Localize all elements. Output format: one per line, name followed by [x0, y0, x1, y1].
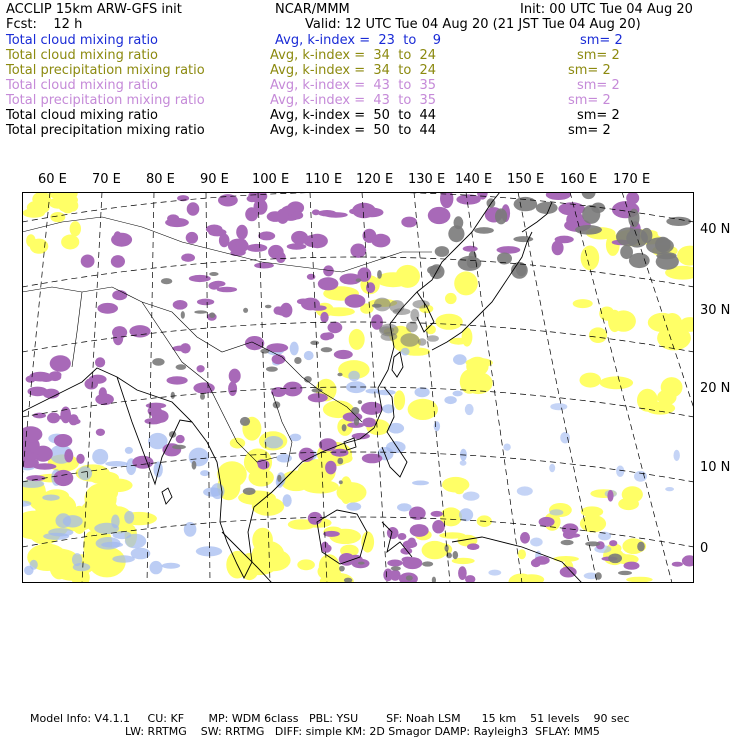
legend-row [6, 33, 736, 48]
legend-k-index: Avg, k-index = 43 to 35 [270, 78, 437, 93]
legend-k-index: Avg, k-index = 50 to 44 [270, 123, 437, 138]
legend-smoothing: sm= 2 [568, 63, 611, 78]
longitude-label: 110 E [305, 172, 343, 187]
legend-field: Total precipitation mixing ratio [6, 93, 205, 108]
organization: NCAR/MMM [275, 2, 350, 17]
legend-row [6, 48, 736, 63]
longitude-label: 160 E [560, 172, 598, 187]
valid-time: Valid: 12 UTC Tue 04 Aug 20 (21 JST Tue 04 Aug 20) [305, 17, 641, 32]
legend-row [6, 78, 736, 93]
legend-row [6, 123, 736, 138]
longitude-label: 70 E [92, 172, 121, 187]
plot-title: ACCLIP 15km ARW-GFS init [6, 2, 182, 17]
legend-row [6, 63, 736, 78]
latitude-label: 20 N [700, 381, 731, 396]
model-info-line1: Model Info: V4.1.1 CU: KF MP: WDM 6class PBL: YSU SF: Noah LSM 15 km 51 levels 90 sec [30, 712, 630, 725]
legend-field: Total cloud mixing ratio [6, 48, 159, 63]
longitude-label: 150 E [507, 172, 545, 187]
legend-smoothing: sm= 2 [577, 48, 620, 63]
latitude-label: 40 N [700, 222, 731, 237]
init-time: Init: 00 UTC Tue 04 Aug 20 [520, 2, 693, 17]
legend-k-index: Avg, k-index = 43 to 35 [270, 93, 437, 108]
legend-field: Total cloud mixing ratio [6, 108, 159, 123]
legend-k-index: Avg, k-index = 34 to 24 [270, 63, 437, 78]
longitude-label: 90 E [200, 172, 229, 187]
legend-smoothing: sm= 2 [568, 123, 611, 138]
legend-field: Total cloud mixing ratio [6, 33, 159, 48]
legend-row [6, 93, 736, 108]
longitude-label: 140 E [455, 172, 493, 187]
longitude-label: 120 E [356, 172, 394, 187]
latitude-label: 10 N [700, 460, 731, 475]
longitude-label: 130 E [408, 172, 446, 187]
legend-k-index: Avg, k-index = 50 to 44 [270, 108, 437, 123]
legend-field: Total precipitation mixing ratio [6, 63, 205, 78]
forecast-hour: Fcst: 12 h [6, 17, 83, 32]
legend-k-index: Avg, k-index = 23 to 9 [275, 33, 442, 48]
longitude-label: 100 E [252, 172, 290, 187]
longitude-label: 170 E [613, 172, 651, 187]
longitude-label: 80 E [146, 172, 175, 187]
latitude-label: 0 [700, 541, 709, 556]
legend-smoothing: sm= 2 [577, 108, 620, 123]
latitude-label: 30 N [700, 303, 731, 318]
model-info-line2: LW: RRTMG SW: RRTMG DIFF: simple KM: 2D Smagor DAMP: Rayleigh3 SFLAY: MM5 [125, 725, 600, 738]
legend-smoothing: sm= 2 [580, 33, 623, 48]
legend-row [6, 108, 736, 123]
longitude-label: 60 E [38, 172, 67, 187]
map-panel [22, 192, 694, 583]
legend-smoothing: sm= 2 [568, 93, 611, 108]
legend-field: Total precipitation mixing ratio [6, 123, 205, 138]
legend-smoothing: sm= 2 [577, 78, 620, 93]
legend-field: Total cloud mixing ratio [6, 78, 159, 93]
legend-k-index: Avg, k-index = 34 to 24 [270, 48, 437, 63]
